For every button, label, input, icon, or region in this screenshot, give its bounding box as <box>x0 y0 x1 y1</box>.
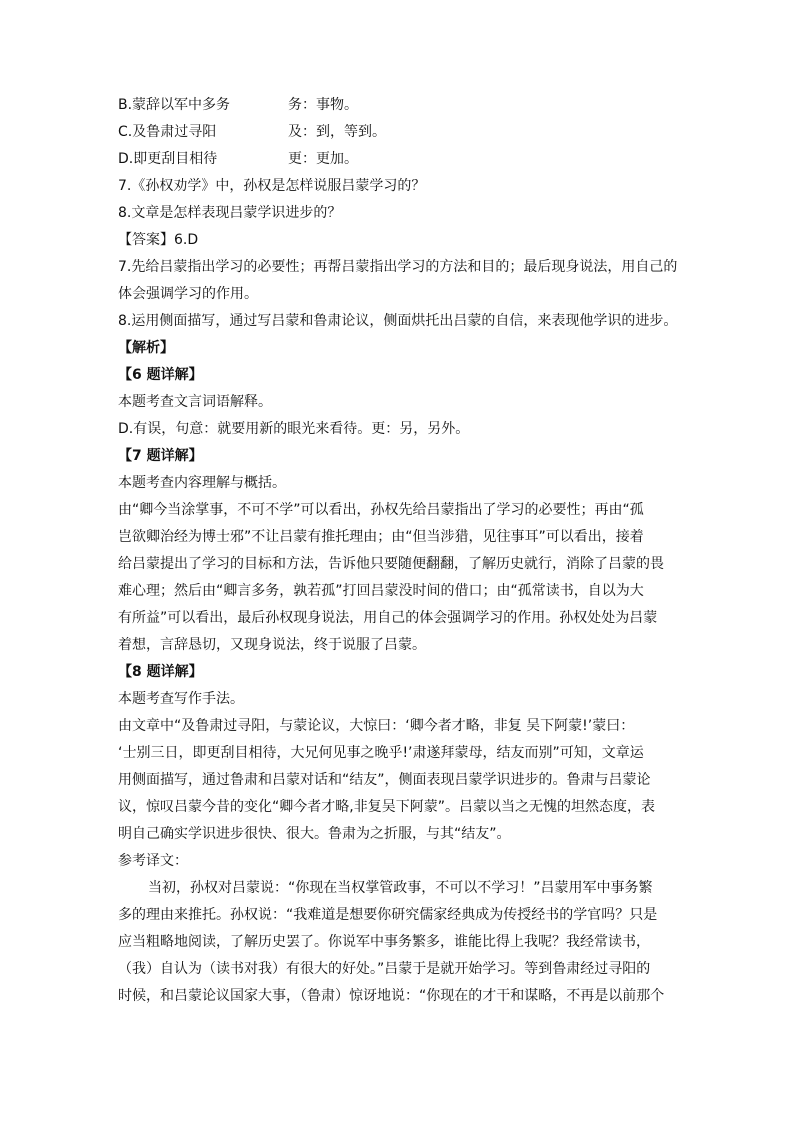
q8-line: 由文章中“及鲁肃过寻阳，与蒙论议，大惊曰：‘卿今者才略，非复 吴下阿蒙!’蒙曰： <box>118 718 635 734</box>
answer-line: 7.先给吕蒙指出学习的必要性；再帮吕蒙指出学习的方法和目的；最后现身说法，用自己的 <box>118 259 678 275</box>
q8-line: ‘士别三日，即更刮目相待，大兄何见事之晚乎!’肃遂拜蒙母，结友而别”可知，文章运 <box>118 745 644 761</box>
q7-line: 本题考查内容理解与概括。 <box>118 475 286 491</box>
translation-header: 参考译文： <box>118 853 188 869</box>
option-d <box>118 146 688 173</box>
translation-line: 时候，和吕蒙论议国家大事，（鲁肃）惊讶地说：“你现在的才干和谋略，不再是以前那个 <box>118 988 665 1004</box>
q7-line: 由“卿今当涂掌事，不可不学”可以看出，孙权先给吕蒙指出了学习的必要性；再由“孤 <box>118 502 644 518</box>
q7-line: 有所益”可以看出，最后孙权现身说法，用自己的体会强调学习的作用。孙权处处为吕蒙 <box>118 610 658 626</box>
q6-header: 【6 题详解】 <box>118 367 203 383</box>
question-7: 7.《孙权劝学》中，孙权是怎样说服吕蒙学习的？ <box>118 178 426 194</box>
translation-line: （我）自认为（读书对我）有很大的好处。”吕蒙于是就开始学习。等到鲁肃经过寻阳的 <box>118 961 651 977</box>
option-gloss: 及：到，等到。 <box>288 124 386 140</box>
q6-line: 本题考查文言词语解释。 <box>118 394 272 410</box>
q7-line: 给吕蒙提出了学习的目标和方法，告诉他只要随便翻翻，了解历史就行，消除了吕蒙的畏 <box>118 556 664 572</box>
q7-line: 着想，言辞恳切，又现身说法，终于说服了吕蒙。 <box>118 637 426 653</box>
q7-line: 难心理；然后由“卿言多务，孰若孤”打回吕蒙没时间的借口；由“孤常读书，自以为大 <box>118 583 644 599</box>
analysis-header: 【解析】 <box>118 340 174 356</box>
q8-line: 本题考查写作手法。 <box>118 691 244 707</box>
answer-line: 体会强调学习的作用。 <box>118 286 258 302</box>
question-8: 8.文章是怎样表现吕蒙学识进步的？ <box>118 205 342 221</box>
q7-line: 岂欲卿治经为博士邪”不让吕蒙有推托理由；由“但当涉猎，见往事耳”可以看出，接着 <box>118 529 644 545</box>
q8-line: 议，惊叹吕蒙今昔的变化“卿今者才略,非复吴下阿蒙”。吕蒙以当之无愧的坦然态度，表 <box>118 799 655 815</box>
option-c <box>118 119 688 146</box>
option-text: C.及鲁肃过寻阳 <box>118 124 217 140</box>
option-gloss: 务：事物。 <box>288 97 358 113</box>
option-gloss: 更：更加。 <box>288 151 358 167</box>
translation-line: 多的理由来推托。孙权说：“我难道是想要你研究儒家经典成为传授经书的学官吗？只是 <box>118 907 658 923</box>
q6-line: D.有误，句意：就要用新的眼光来看待。更：另，另外。 <box>118 421 470 437</box>
q7-header: 【7 题详解】 <box>118 448 203 464</box>
q8-line: 用侧面描写，通过鲁肃和吕蒙对话和“结友”，侧面表现吕蒙学识进步的。鲁肃与吕蒙论 <box>118 772 651 788</box>
translation-line: 当初，孙权对吕蒙说：“你现在当权掌管政事，不可以不学习！”吕蒙用军中事务繁 <box>148 880 653 896</box>
document-body <box>118 92 688 1010</box>
option-text: B.蒙辞以军中多务 <box>118 97 231 113</box>
q8-line: 明自己确实学识进步很快、很大。鲁肃为之折服，与其“结友”。 <box>118 826 511 842</box>
q8-header: 【8 题详解】 <box>118 664 203 680</box>
answer-header: 【答案】6.D <box>118 232 199 248</box>
answer-line: 8.运用侧面描写，通过写吕蒙和鲁肃论议，侧面烘托出吕蒙的自信，来表现他学识的进步。 <box>118 313 678 329</box>
option-b <box>118 92 688 119</box>
translation-line: 应当粗略地阅读，了解历史罢了。你说军中事务繁多，谁能比得上我呢？我经常读书， <box>118 934 650 950</box>
option-text: D.即更刮目相待 <box>118 151 218 167</box>
